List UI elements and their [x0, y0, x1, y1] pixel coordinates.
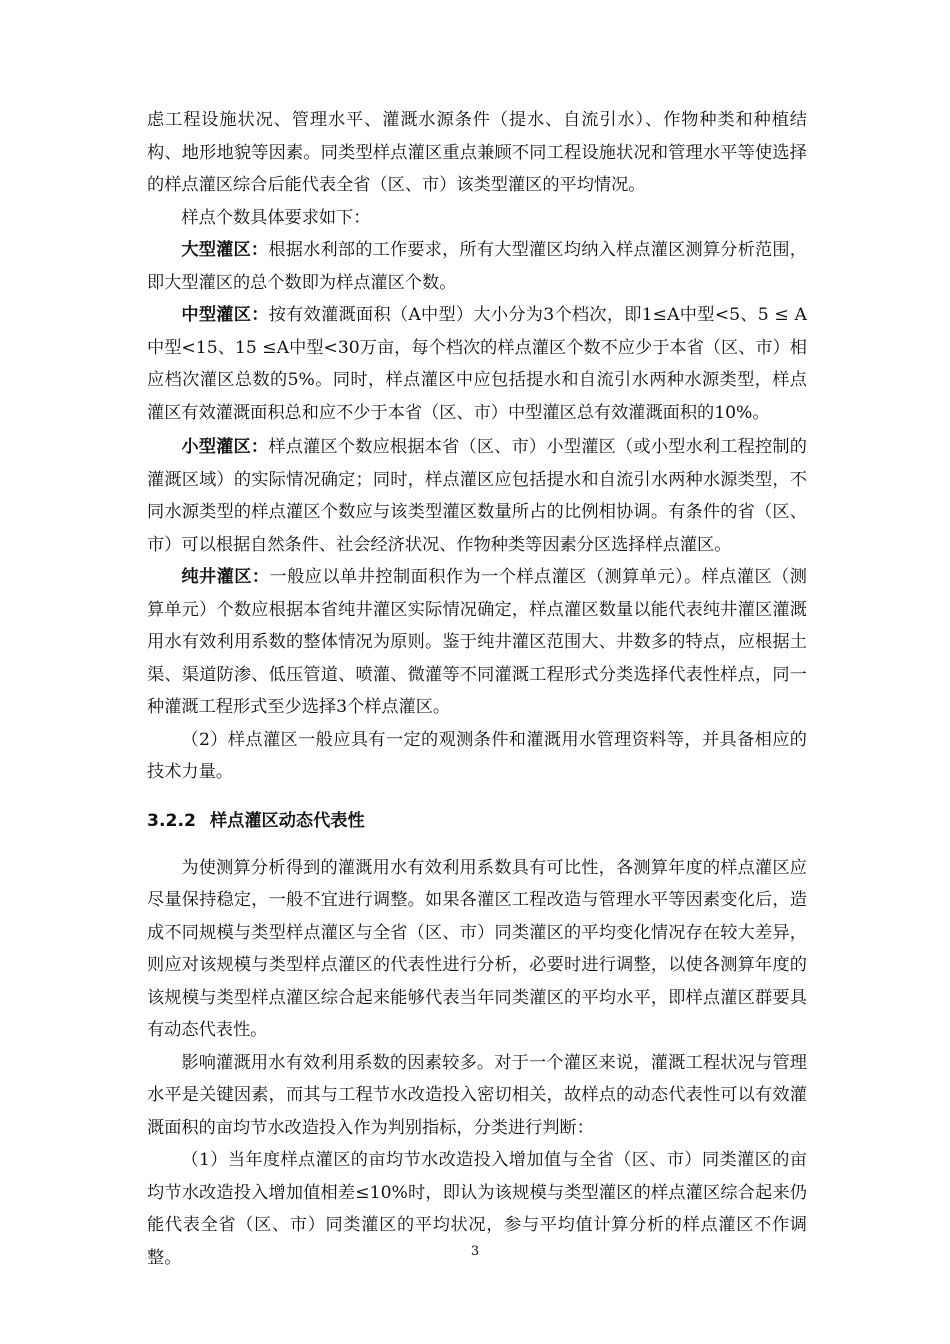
page-number: 3 [470, 1244, 480, 1259]
paragraph-well-district [147, 561, 807, 724]
text-large-district: 根据水利部的工作要求，所有大型灌区均纳入样点灌区测算分析范围，即大型灌区的总个数即为样点灌区个数。 [147, 240, 807, 293]
section-heading [147, 805, 807, 837]
term-large-district: 大型灌区： [181, 240, 269, 260]
term-small-district: 小型灌区： [181, 437, 269, 457]
paragraph-factors: 虑工程设施状况、管理水平、灌溉水源条件（提水、自流引水）、作物种类和种植结构、地形地貌等因素。同类型样点灌区重点兼顾不同工程设施状况和管理水平等使选择的样点灌区综合后能代表全省（区、市）该类型灌区的平均情况。 [147, 110, 807, 195]
document-body [147, 104, 807, 1274]
paragraph-count-intro: 样点个数具体要求如下： [181, 207, 371, 228]
paragraph-dynamic-rule-1: （1）当年度样点灌区的亩均节水改造投入增加值与全省（区、市）同类灌区的亩均节水改造投入增加值相差≤10%时，即认为该规模与类型灌区的样点灌区综合起来仍能代表全省（区、市）同类灌区的平均状况，参与平均值计算分析的样点灌区不作调整。 [147, 1150, 807, 1268]
text-small-district: 样点灌区个数应根据本省（区、市）小型灌区（或小型水利工程控制的灌溉区域）的实际情况确定；同时，样点灌区应包括提水和自流引水两种水源类型，不同水源类型的样点灌区个数应与该类型灌区数量所占的比例相协调。有条件的省（区、市）可以根据自然条件、社会经济状况、作物种类等因素分区选择样点灌区。 [147, 437, 807, 555]
section-title: 样点灌区动态代表性 [209, 810, 365, 831]
paragraph-small-district [147, 431, 807, 561]
paragraph-dynamic-factors: 影响灌溉用水有效利用系数的因素较多。对于一个灌区来说，灌溉工程状况与管理水平是关键因素，而其与工程节水改造投入密切相关，故样点的动态代表性可以有效灌溉面积的亩均节水改造投入作为判别指标，分类进行判断： [147, 1052, 807, 1138]
term-medium-district: 中型灌区： [181, 305, 269, 325]
paragraph-dynamic-stability: 为使测算分析得到的灌溉用水有效利用系数具有可比性，各测算年度的样点灌区应尽量保持稳定，一般不宜进行调整。如果各灌区工程改造与管理水平等因素变化后，造成不同规模与类型样点灌区与全省（区、市）同类灌区的平均变化情况存在较大差异，则应对该规模与类型样点灌区的代表性进行分析，必要时进行调整，以使各测算年度的该规模与类型样点灌区综合起来能够代表当年同类灌区的平均水平，即样点灌区群要具有动态代表性。 [147, 857, 807, 1040]
text-medium-district: 按有效灌溉面积（A中型）大小分为3个档次，即1≤A中型<5、5 ≤ A中型<15、15 ≤A中型<30万亩，每个档次的样点灌区个数不应少于本省（区、市）相应档次灌区总数的5%。同时，样点灌区中应包括提水和自流引水两种水源类型，样点灌区有效灌溉面积总和应不少于本省（区、市）中型灌区总有效灌溉面积的10%。 [147, 305, 807, 423]
paragraph-conditions: （2）样点灌区一般应具有一定的观测条件和灌溉用水管理资料等，并具备相应的技术力量。 [147, 729, 807, 782]
section-number: 3.2.2 [147, 810, 196, 831]
text-well-district: 一般应以单井控制面积作为一个样点灌区（测算单元）。样点灌区（测算单元）个数应根据本省纯井灌区实际情况确定，样点灌区数量以能代表纯井灌区灌溉用水有效利用系数的整体情况为原则。鉴于纯井灌区范围大、井数多的特点，应根据土渠、渠道防渗、低压管道、喷灌、微灌等不同灌溉工程形式分类选择代表性样点，同一种灌溉工程形式至少选择3个样点灌区。 [147, 567, 807, 717]
paragraph-medium-district [147, 299, 807, 429]
paragraph-large-district [147, 234, 807, 299]
term-well-district: 纯井灌区： [181, 567, 270, 587]
